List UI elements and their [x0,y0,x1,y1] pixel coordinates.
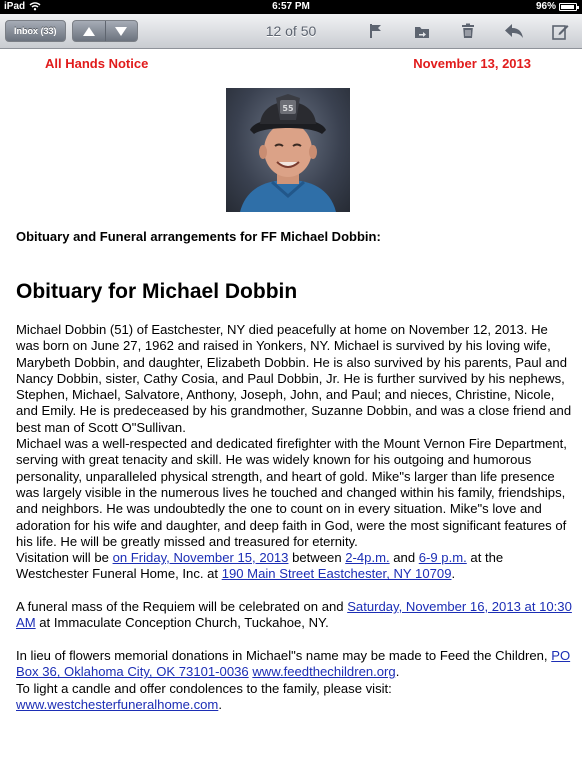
charity-website-link[interactable]: www.feedthechildren.org [252,664,396,680]
previous-message-button[interactable] [73,21,105,41]
reply-button[interactable] [502,22,526,40]
mass-datetime-link[interactable]: Saturday, November 16, 2013 at 10:30 AM [16,599,572,631]
clock: 6:57 PM [272,1,310,12]
mass-text: at Immaculate Conception Church, Tuckahoe, NY. [35,615,329,631]
visitation-time1-link[interactable]: 2-4p.m. [345,550,390,566]
move-to-folder-button[interactable] [410,22,434,40]
folder-move-icon [414,24,430,39]
battery-icon [559,3,577,11]
svg-text:55: 55 [282,104,294,113]
funeral-home-address-link[interactable]: 190 Main Street Eastchester, NY 10709 [221,566,452,582]
visitation-date-link[interactable]: on Friday, November 15, 2013 [112,550,289,566]
visitation-text: between [288,550,346,566]
visitation-time2-link[interactable]: 6-9 p.m. [418,550,467,566]
visitation-text: and [389,550,419,566]
notice-label: All Hands Notice [45,56,149,71]
visitation-text: at the Westchester Funeral Home, Inc. at [16,550,504,582]
notice-date: November 13, 2013 [413,56,531,71]
arrow-up-icon [83,27,95,36]
obituary-paragraph-family: Michael Dobbin (51) of Eastchester, NY died peacefully at home on November 12, 2013. He was born on June 27, 1962 and raised in Yonkers, NY. Michael is survived by his loving wife, Marybeth Dobbin, and daughter, Elizabeth Dobbin. He is also survived by his parents, Paul and Nancy Dobbin, sister, Cathy Cosia, and Paul Dobbin, Jr. He is further survived by his nephews, Stephen, Michael, Salvatore, Anthony, Joseph, John, and Paul; and nieces, Christine, Nicole, and Emily. He is predeceased by his grandmother, Suzanne Dobbin, and was a close friend and best man of Scott O"Sullivan. [16,322,572,435]
compose-button[interactable] [548,22,572,40]
carrier-label: iPad [4,1,26,12]
visitation-paragraph [16,550,574,583]
mail-toolbar [0,14,582,49]
donations-text: . [395,664,400,680]
flag-icon [369,23,383,39]
condolences-text: To light a candle and offer condolences to the family, please visit: [16,680,392,696]
donations-text: . [218,696,222,712]
funeral-home-website-link[interactable]: www.westchesterfuneralhome.com [16,696,219,712]
message-counter: 12 of 50 [265,23,317,39]
compose-icon [552,23,569,40]
charity-address-link[interactable]: PO Box 36, Oklahoma City, OK 73101-0036 [16,647,571,680]
visitation-text: Visitation will be [16,550,113,566]
obituary-text [16,322,574,713]
next-message-button[interactable] [105,21,138,41]
obituary-title: Obituary for Michael Dobbin [16,280,298,303]
email-body [0,50,582,775]
trash-icon [461,23,475,39]
mass-paragraph [16,599,574,632]
battery-percent: 96% [535,1,556,12]
reply-icon [504,23,524,39]
status-bar [0,0,582,14]
firefighter-photo [226,88,350,212]
flag-button[interactable] [364,22,388,40]
inbox-back-button[interactable]: Inbox (33) [5,20,66,42]
delete-button[interactable] [456,22,480,40]
message-nav-control [72,20,138,42]
donations-paragraph [16,648,574,713]
mass-text: A funeral mass of the Requiem will be celebrated on and [16,599,348,615]
donations-text: In lieu of flowers memorial donations in Michael"s name may be made to Feed the Children, [16,647,552,663]
email-subject-line: Obituary and Funeral arrangements for FF Michael Dobbin: [16,229,381,244]
obituary-paragraph-career: Michael was a well-respected and dedicated firefighter with the Mount Vernon Fire Department, serving with great tenacity and skill. He was widely known for his outgoing and humorous personality, unparalleled physical strength, and heart of gold. Mike"s larger than life presence was largely visible in the numerous lives he touched and changed within his family, friendships, and neighbors. He was undoubtedly the one to count on in every situation. Mike"s love and adoration for his wife and daughter, and deep faith in God, were the most significant features of his life. He will be greatly missed and treasured for eternity. [16,436,567,549]
arrow-down-icon [115,27,127,36]
visitation-text: . [451,566,456,582]
